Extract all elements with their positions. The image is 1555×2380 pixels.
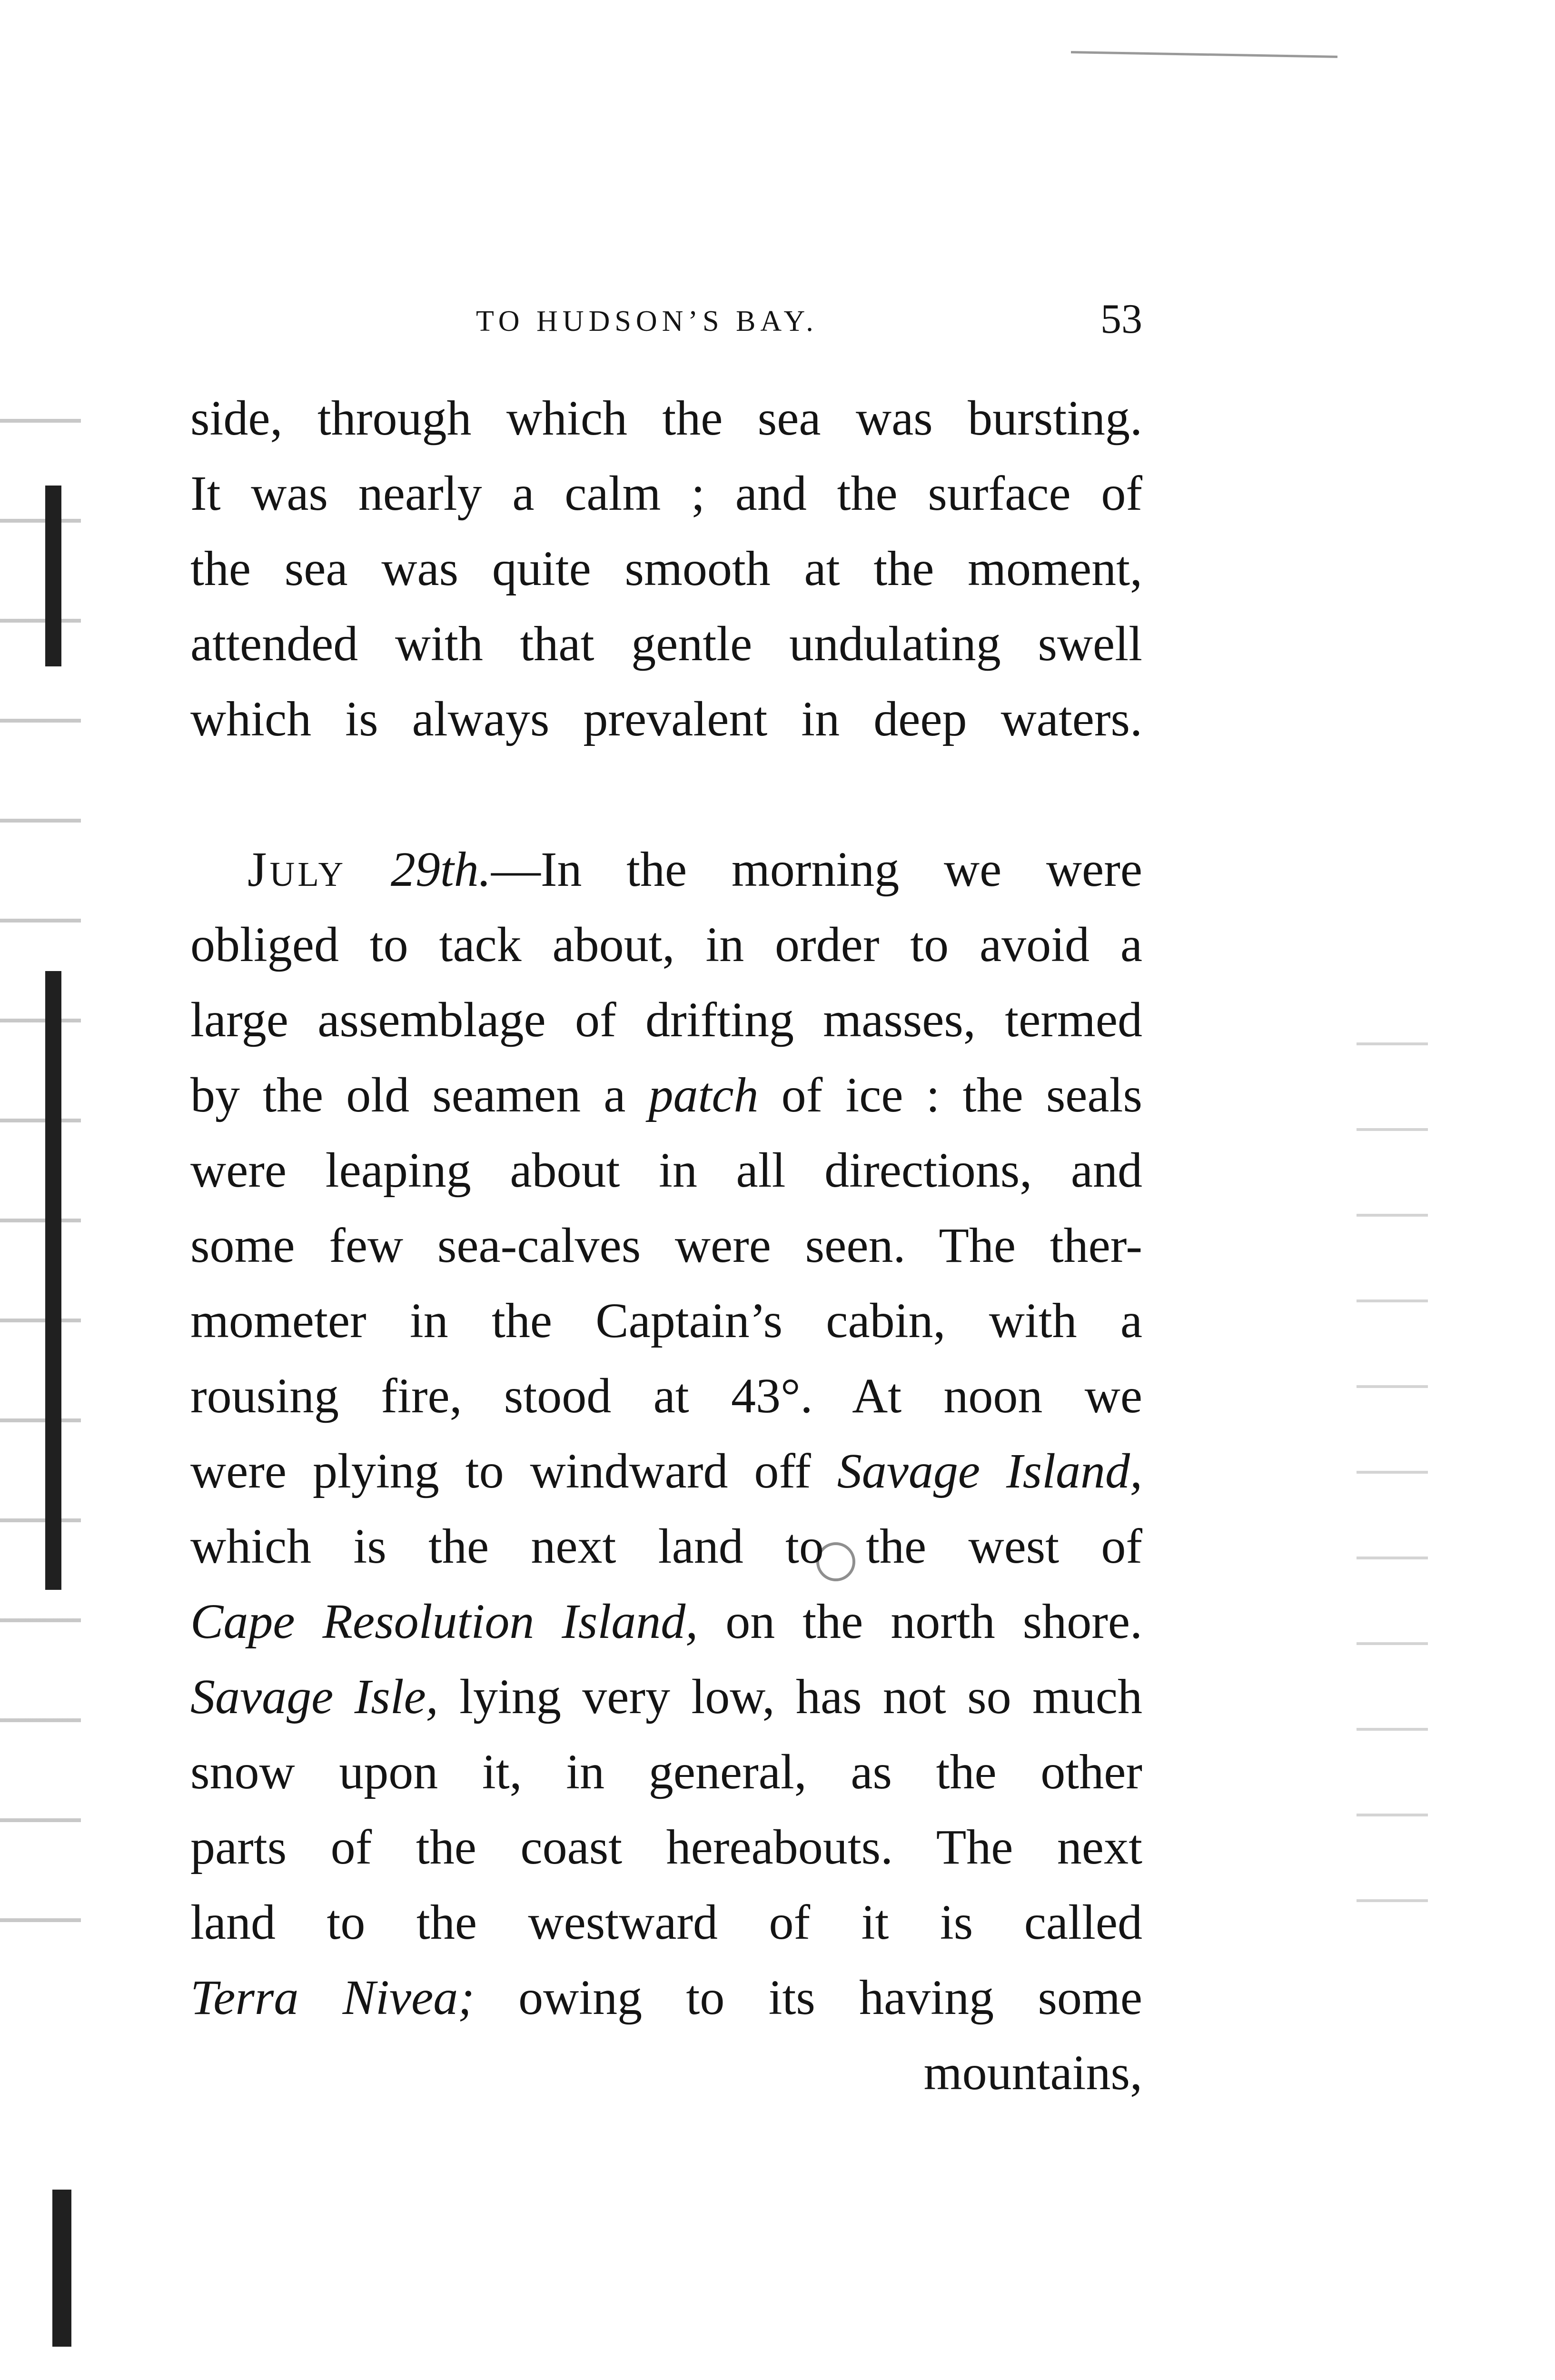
text-line: some few sea-calves were seen. The ther- (190, 1218, 1142, 1273)
text-line: which is the next land to the west of (190, 1519, 1142, 1574)
text-line: Savage Isle, lying very low, has not so much (190, 1669, 1142, 1724)
scan-mark (1071, 51, 1337, 58)
text-line: mometer in the Captain’s cabin, with a (190, 1293, 1142, 1348)
text-line: rousing fire, stood at 43°. At noon we (190, 1368, 1142, 1423)
text-line: Cape Resolution Island, on the north shore. (190, 1594, 1142, 1649)
place-name: Savage Island, (837, 1444, 1142, 1498)
running-head: TO HUDSON’S BAY. (476, 305, 818, 337)
paragraph-1 (190, 381, 1142, 757)
scan-edge-bar (45, 486, 61, 666)
body-text (190, 381, 1142, 2111)
text-line: It was nearly a calm ; and the surface of (190, 466, 1142, 521)
date-month: July (248, 842, 347, 897)
text-line: side, through which the sea was bursting. (190, 391, 1142, 446)
scan-edge-left (0, 362, 81, 1933)
text-line: July 29th.—In the morning we were (248, 842, 1143, 897)
page-header (190, 295, 1142, 347)
place-name: Savage Isle, (190, 1669, 438, 1724)
text-line: land to the westward of it is called (190, 1895, 1142, 1950)
date-day: 29th. (390, 842, 491, 897)
italic-term: patch (648, 1068, 759, 1122)
text-line: parts of the coast hereabouts. The next (190, 1820, 1142, 1874)
catchword: mountains, (923, 2045, 1142, 2100)
place-name: Terra Nivea; (190, 1970, 475, 2025)
paragraph-gap (190, 757, 1142, 832)
place-name: Cape Resolution Island, (190, 1594, 698, 1649)
text-line: by the old seamen a patch of ice : the seals (190, 1068, 1142, 1122)
text-line: attended with that gentle undulating swell (190, 616, 1142, 671)
text-line: obliged to tack about, in order to avoid a (190, 917, 1142, 972)
text-line: the sea was quite smooth at the moment, (190, 541, 1142, 596)
text-line: snow upon it, in general, as the other (190, 1745, 1142, 1799)
text-line: were plying to windward off Savage Island, (190, 1444, 1142, 1498)
paragraph-2 (190, 832, 1142, 2111)
scan-edge-right (1357, 1000, 1428, 1904)
text-line: were leaping about in all directions, and (190, 1143, 1142, 1198)
scan-edge-bar (52, 2190, 71, 2347)
text-line: large assemblage of drifting masses, termed (190, 992, 1142, 1047)
page-number: 53 (1100, 296, 1142, 342)
scan-edge-bar (45, 971, 61, 1590)
text-line: Terra Nivea; owing to its having some (190, 1970, 1142, 2025)
text-line: which is always prevalent in deep waters. (190, 692, 1142, 746)
